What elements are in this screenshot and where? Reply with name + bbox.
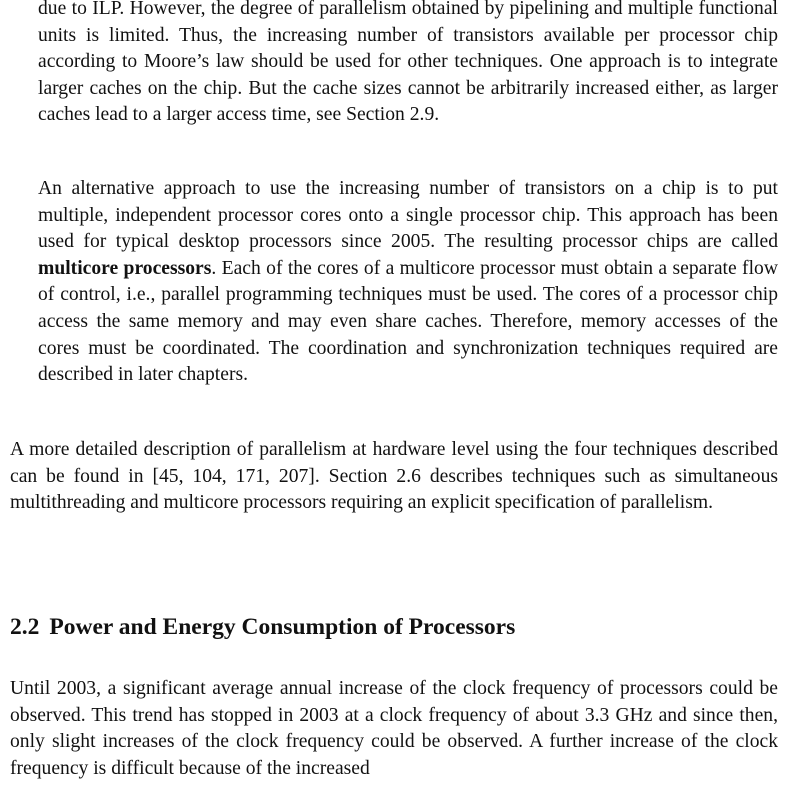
section-heading xyxy=(10,612,515,642)
paragraph-multicore-intro: An alternative approach to use the increasing number of transistors on a chip is to put multiple, independent processor cores onto a single processor chip. This approach has been used for typical desktop processors since 2005. The resulting processor chips are called xyxy=(38,178,778,253)
term-multicore-processors: multicore processors xyxy=(38,257,212,279)
paragraph-ilp-limits: due to ILP. However, the degree of parallelism obtained by pipelining and multiple functional units is limited. Thus, the increasing number of transistors available per processor chip according to Moore’s law should be used for other techniques. One approach is to integrate larger caches on the chip. But the cache sizes cannot be arbitrarily increased either, as larger caches lead to a larger access time, see Section 2.9. xyxy=(38,0,778,126)
section-title: Power and Energy Consumption of Processors xyxy=(49,614,516,640)
section-number: 2.2 xyxy=(10,614,40,640)
paragraph-multicore xyxy=(38,176,778,389)
paragraph-references: A more detailed description of parallelism at hardware level using the four techniques described can be found in [45, 104, 171, 207]. Section 2.6 describes techniques such as simultaneous multithreading and multicore processors requiring an explicit specification of parallelism. xyxy=(10,439,778,514)
paragraph-multicore-rest: . Each of the cores of a multicore processor must obtain a separate flow of control, i.e., parallel programming techniques must be used. The cores of a processor chip access the same memory and may even share caches. Therefore, memory accesses of the cores must be coordinated. The coordination and synchronization techniques required are described in later chapters. xyxy=(38,257,778,386)
paragraph-clock-frequency: Until 2003, a significant average annual increase of the clock frequency of processors could be observed. This trend has stopped in 2003 at a clock frequency of about 3.3 GHz and since then, only slight increases of the clock frequency could be observed. A further increase of the clock frequency is difficult because of the increased xyxy=(10,678,778,779)
